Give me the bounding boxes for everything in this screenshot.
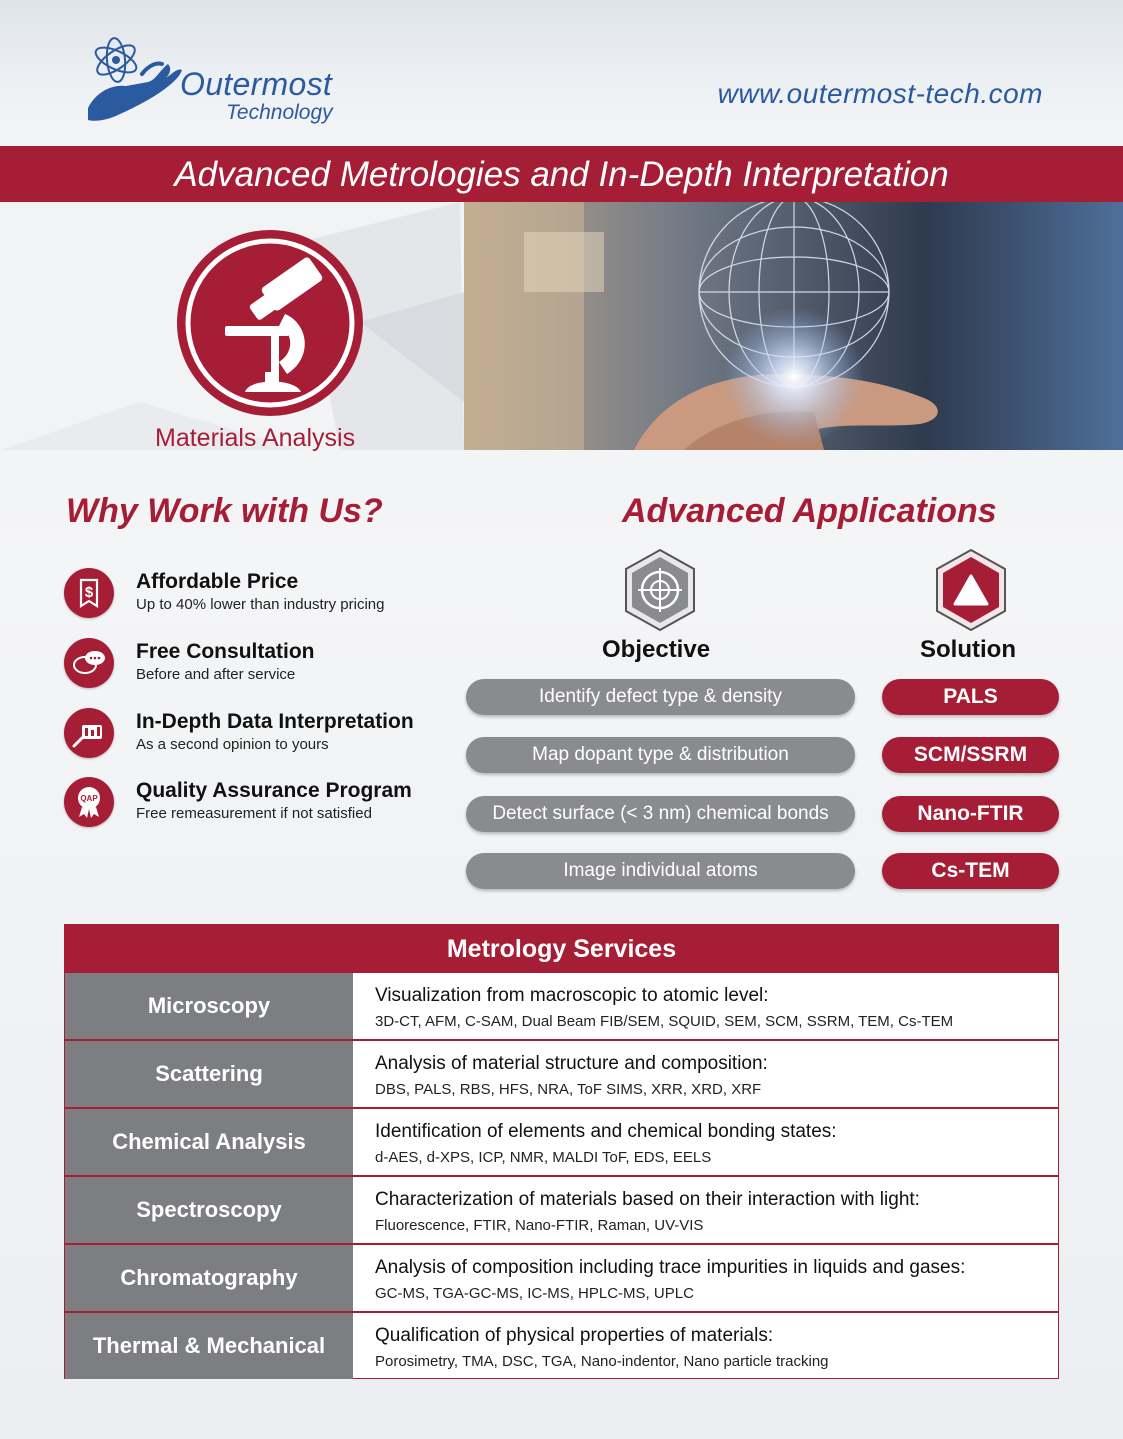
chat-bubbles-icon	[64, 638, 114, 688]
why-item-quality	[64, 777, 464, 837]
why-heading: Why Work with Us?	[66, 492, 383, 530]
table-row	[65, 1107, 1058, 1175]
emblem-label: Materials Analysis	[155, 424, 356, 452]
applications-heading: Advanced Applications	[622, 492, 997, 530]
objective-pill: Map dopant type & distribution	[466, 737, 855, 773]
table-row-category: Chromatography	[65, 1245, 353, 1311]
table-row-description: Identification of elements and chemical bonding states:	[375, 1121, 837, 1142]
dollar-tag-icon	[64, 568, 114, 618]
table-row	[65, 1175, 1058, 1243]
logo-subtitle: Technology	[226, 101, 333, 124]
table-row-techniques: d-AES, d-XPS, ICP, NMR, MALDI ToF, EDS, EELS	[375, 1149, 712, 1166]
why-item-price	[64, 568, 464, 628]
solution-pill: Cs-TEM	[882, 853, 1059, 889]
why-item-subtitle: Free remeasurement if not satisfied	[136, 805, 372, 822]
hero-image	[464, 202, 1123, 450]
table-row-description: Visualization from macroscopic to atomic level:	[375, 985, 769, 1006]
svg-text:QAP: QAP	[80, 794, 98, 803]
table-row-description: Qualification of physical properties of materials:	[375, 1325, 774, 1346]
why-item-title: Quality Assurance Program	[136, 779, 412, 802]
target-icon	[622, 548, 698, 632]
table-row	[65, 1039, 1058, 1107]
objective-pill: Image individual atoms	[466, 853, 855, 889]
table-row-techniques: GC-MS, TGA-GC-MS, IC-MS, HPLC-MS, UPLC	[375, 1285, 694, 1302]
page-title: Advanced Metrologies and In-Depth Interpretation	[0, 146, 1123, 202]
why-item-title: Affordable Price	[136, 570, 299, 593]
table-row	[65, 1243, 1058, 1311]
solution-pill: Nano-FTIR	[882, 796, 1059, 832]
table-row-techniques: Porosimetry, TMA, DSC, TGA, Nano-indentor, Nano particle tracking	[375, 1353, 829, 1370]
table-row-description: Analysis of composition including trace impurities in liquids and gases:	[375, 1257, 966, 1278]
table-row-techniques: 3D-CT, AFM, C-SAM, Dual Beam FIB/SEM, SQUID, SEM, SCM, SSRM, TEM, Cs-TEM	[375, 1013, 954, 1030]
table-row-category: Scattering	[65, 1041, 353, 1107]
table-row-techniques: Fluorescence, FTIR, Nano-FTIR, Raman, UV-VIS	[375, 1217, 704, 1234]
website-link[interactable]: www.outermost-tech.com	[717, 78, 1043, 109]
table-row	[65, 1311, 1058, 1379]
why-item-subtitle: Before and after service	[136, 666, 296, 683]
why-item-subtitle: As a second opinion to yours	[136, 736, 329, 753]
table-row-description: Characterization of materials based on their interaction with light:	[375, 1189, 920, 1210]
metrology-table	[64, 924, 1059, 1379]
objective-pill: Identify defect type & density	[466, 679, 855, 715]
table-row-techniques: DBS, PALS, RBS, HFS, NRA, ToF SIMS, XRR, XRD, XRF	[375, 1081, 762, 1098]
table-row-category: Microscopy	[65, 973, 353, 1039]
solution-pill: PALS	[882, 679, 1059, 715]
data-interpretation-icon	[64, 708, 114, 758]
microscope-icon	[175, 228, 365, 418]
why-item-subtitle: Up to 40% lower than industry pricing	[136, 596, 385, 613]
why-item-consultation	[64, 638, 464, 698]
header	[0, 0, 1123, 146]
objective-heading: Objective	[602, 636, 711, 663]
svg-text:$: $	[84, 584, 94, 601]
why-item-interpretation	[64, 708, 464, 768]
solution-pill: SCM/SSRM	[882, 737, 1059, 773]
why-item-title: In-Depth Data Interpretation	[136, 710, 414, 733]
table-row-category: Thermal & Mechanical	[65, 1313, 353, 1379]
warning-triangle-icon	[933, 548, 1009, 632]
objective-pill: Detect surface (< 3 nm) chemical bonds	[466, 796, 855, 832]
why-item-title: Free Consultation	[136, 640, 315, 663]
qap-badge-icon	[64, 777, 114, 827]
table-row	[65, 971, 1058, 1039]
table-row-category: Chemical Analysis	[65, 1109, 353, 1175]
table-row-description: Analysis of material structure and composition:	[375, 1053, 768, 1074]
metrology-heading: Metrology Services	[65, 925, 1058, 971]
solution-heading: Solution	[920, 636, 1016, 663]
table-row-category: Spectroscopy	[65, 1177, 353, 1243]
logo-name: Outermost	[180, 66, 333, 102]
